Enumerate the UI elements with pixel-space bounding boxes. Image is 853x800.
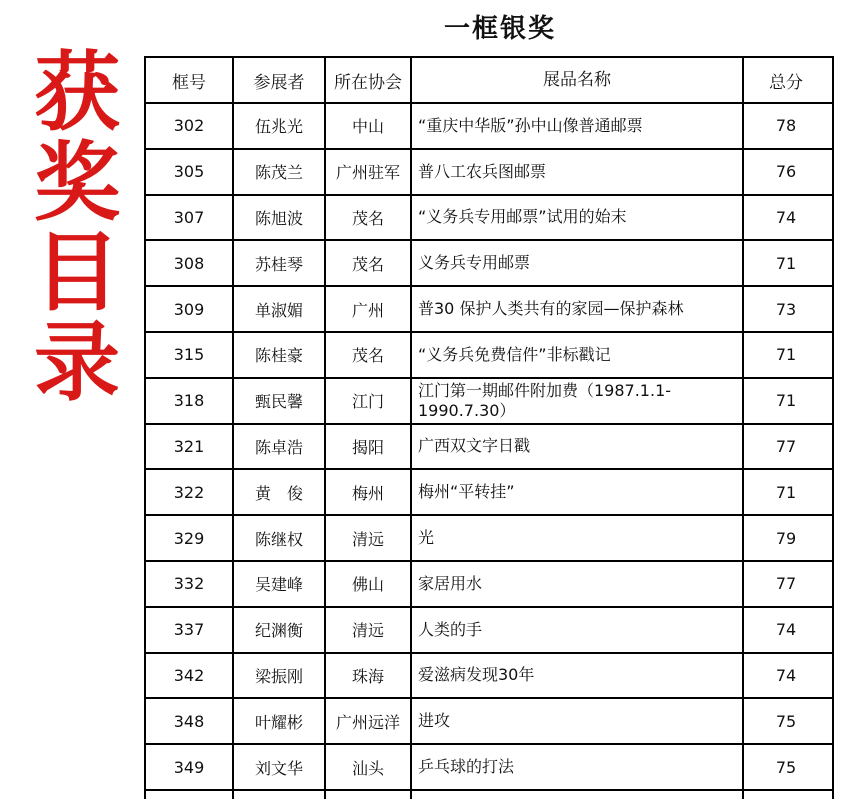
total-score: 71 [775,391,797,411]
total-score: 77 [775,436,797,456]
column-header-association: 所在协会 [326,58,412,102]
page-heading: 一框银奖 [443,14,556,44]
association: 广州驻军 [326,150,412,194]
frame-number: 315 [146,333,234,377]
exhibit-title: 梅州“平转挂” [412,470,744,514]
table-row [146,287,832,333]
frame-number: 307 [146,196,234,240]
table-row [146,196,832,242]
column-header-frame: 框号 [146,58,234,102]
total-score: 77 [775,574,797,594]
association: 茂名 [326,333,412,377]
table-continuation [146,791,832,799]
exhibit-title: 家居用水 [412,562,744,606]
participant-name: 叶耀彬 [234,699,326,743]
association: 清远 [326,608,412,652]
frame-number: 348 [146,699,234,743]
participant-name: 陈旭波 [234,196,326,240]
association: 佛山 [326,562,412,606]
participant-name: 单淑媚 [234,287,326,331]
table-row [146,379,832,425]
association: 江门 [326,379,412,423]
participant-name: 黄 俊 [234,470,326,514]
association: 汕头 [326,745,412,789]
association: 茂名 [326,241,412,285]
table-row [146,608,832,654]
participant-name: 陈茂兰 [234,150,326,194]
frame-number: 322 [146,470,234,514]
table-row [146,470,832,516]
side-title-char: 获 [34,42,120,143]
column-header-participant: 参展者 [234,58,326,102]
participant-name: 吴建峰 [234,562,326,606]
total-score: 76 [775,162,797,182]
participant-name: 陈卓浩 [234,425,326,469]
participant-name: 伍兆光 [234,104,326,148]
participant-name: 梁振刚 [234,654,326,698]
total-score: 71 [775,345,797,365]
total-score: 79 [775,528,797,548]
association: 珠海 [326,654,412,698]
exhibit-title: 广西双文字日戳 [412,425,744,469]
exhibit-title: 人类的手 [412,608,744,652]
association: 广州远洋 [326,699,412,743]
award-table [144,56,834,799]
frame-number: 318 [146,379,234,423]
participant-name: 甄民馨 [234,379,326,423]
table-row [146,104,832,150]
frame-number: 302 [146,104,234,148]
table-row [146,425,832,471]
exhibit-title: 义务兵专用邮票 [412,241,744,285]
frame-number: 332 [146,562,234,606]
exhibit-title: 进攻 [412,699,744,743]
table-row [146,516,832,562]
participant-name: 陈继权 [234,516,326,560]
exhibit-title: 光 [412,516,744,560]
table-row [146,333,832,379]
exhibit-title: 普30 保护人类共有的家园—保护森林 [412,287,744,331]
exhibit-title: 乒乓球的打法 [412,745,744,789]
exhibit-title: 爱滋病发现30年 [412,654,744,698]
exhibit-title: “重庆中华版”孙中山像普通邮票 [412,104,744,148]
frame-number: 309 [146,287,234,331]
side-title-char: 奖 [34,132,120,233]
exhibit-title: “义务兵专用邮票”试用的始末 [412,196,744,240]
association: 揭阳 [326,425,412,469]
total-score: 74 [775,665,797,685]
frame-number: 337 [146,608,234,652]
participant-name: 纪渊衡 [234,608,326,652]
association: 梅州 [326,470,412,514]
exhibit-title: 普八工农兵图邮票 [412,150,744,194]
side-title-char: 目 [34,222,120,323]
side-title-char: 录 [34,312,120,413]
exhibit-title: 江门第一期邮件附加费（1987.1.1-1990.7.30） [412,379,744,423]
table-row [146,150,832,196]
association: 茂名 [326,196,412,240]
frame-number: 329 [146,516,234,560]
table-row [146,562,832,608]
frame-number: 349 [146,745,234,789]
participant-name: 陈桂豪 [234,333,326,377]
association: 清远 [326,516,412,560]
table-row [146,699,832,745]
association: 中山 [326,104,412,148]
table-header [146,58,832,104]
total-score: 74 [775,207,797,227]
participant-name: 苏桂琴 [234,241,326,285]
column-header-exhibit: 展品名称 [412,58,744,102]
frame-number: 305 [146,150,234,194]
frame-number: 308 [146,241,234,285]
total-score: 75 [775,711,797,731]
total-score: 71 [775,253,797,273]
association: 广州 [326,287,412,331]
side-title [22,42,132,413]
column-header-score: 总分 [769,72,803,93]
total-score: 78 [775,116,797,136]
total-score: 75 [775,757,797,777]
total-score: 74 [775,620,797,640]
frame-number: 342 [146,654,234,698]
table-row [146,654,832,700]
exhibit-title: “义务兵免费信件”非标戳记 [412,333,744,377]
total-score: 73 [775,299,797,319]
total-score: 71 [775,482,797,502]
table-row [146,745,832,791]
table-row [146,241,832,287]
frame-number: 321 [146,425,234,469]
participant-name: 刘文华 [234,745,326,789]
